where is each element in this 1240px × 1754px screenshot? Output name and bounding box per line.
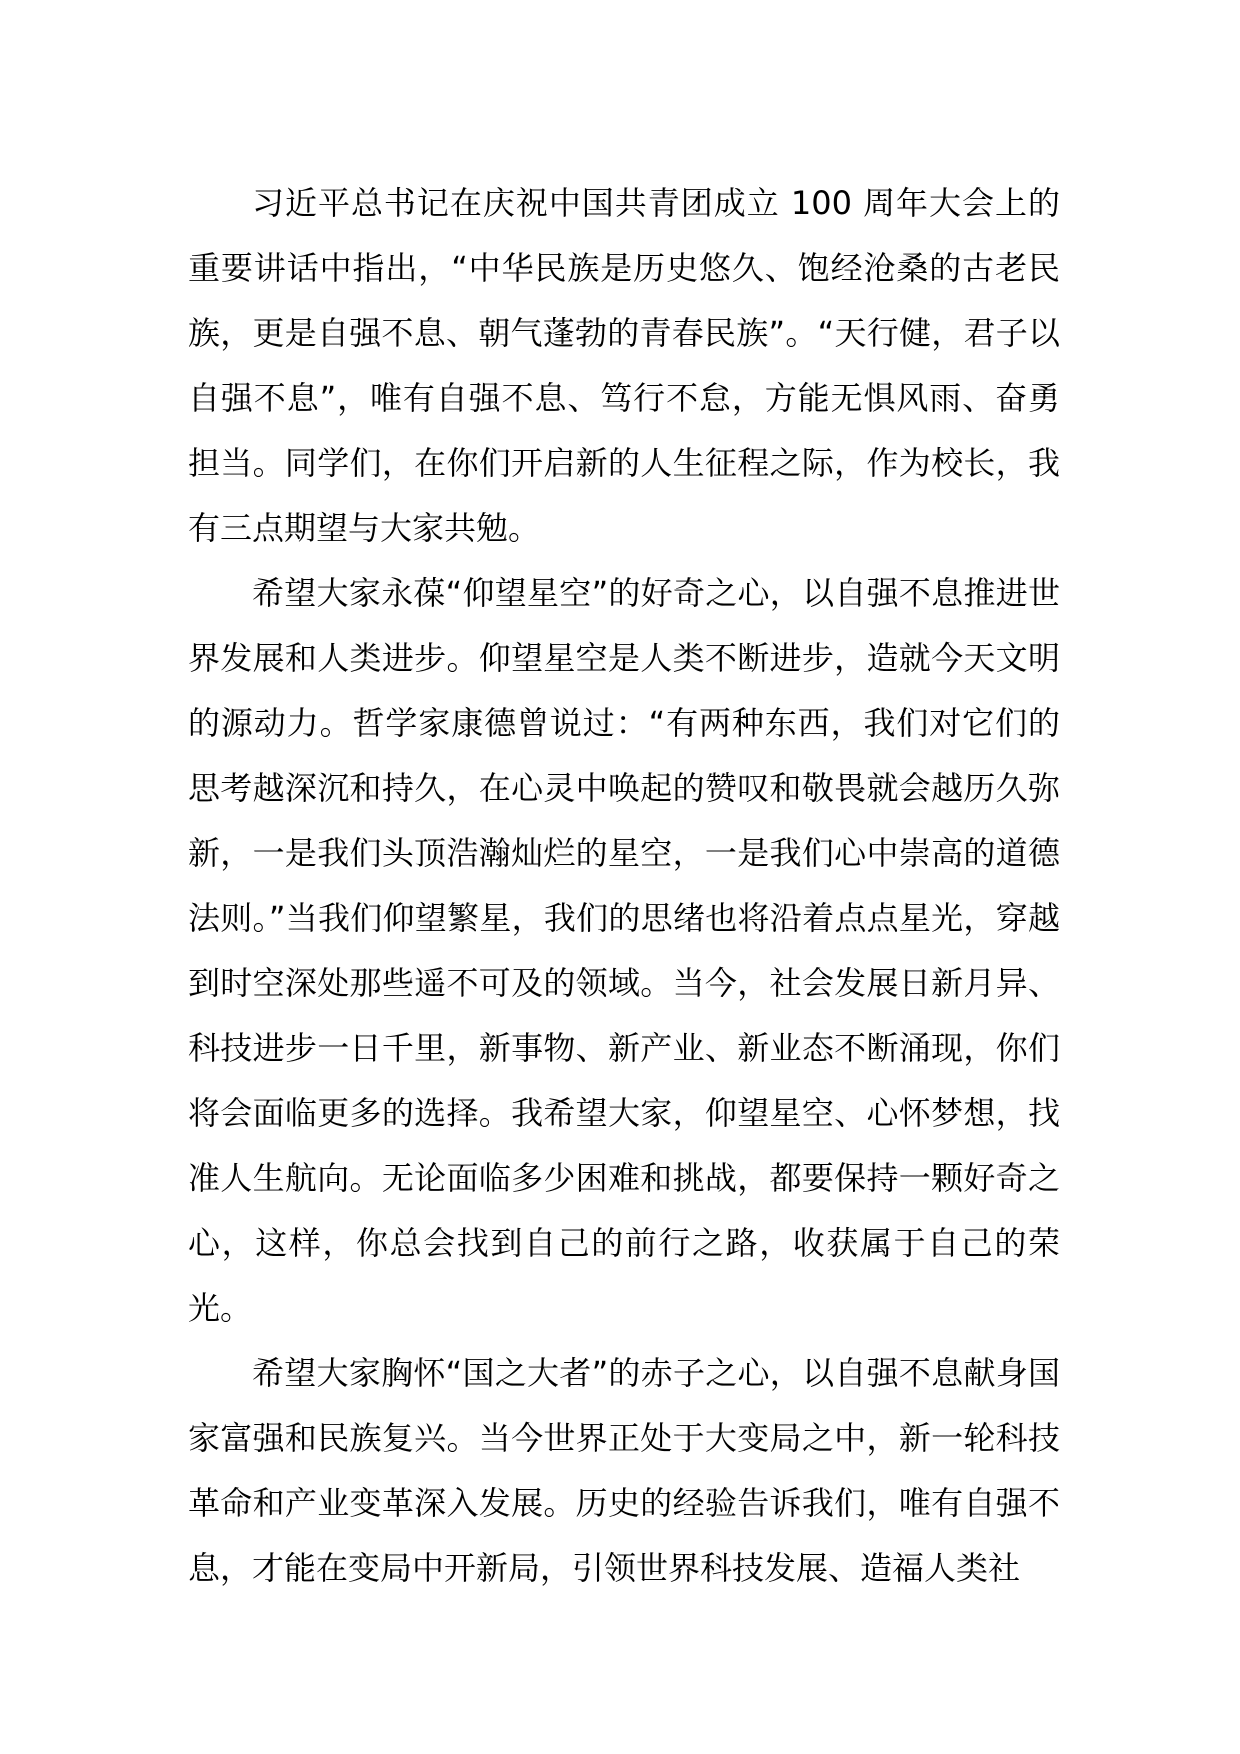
paragraph-intro: 习近平总书记在庆祝中国共青团成立 100 周年大会上的重要讲话中指出，“中华民族是历史悠久、饱经沧桑的古老民族，更是自强不息、朝气蓬勃的青春民族”。“天行健，君子以自强不息”，唯有自强不息、笃行不怠，方能无惧风雨、奋勇担当。同学们，在你们开启新的人生征程之际，作为校长，我有三点期望与大家共勉。 (188, 184, 1060, 547)
paragraph-patriotism: 希望大家胸怀“国之大者”的赤子之心，以自强不息献身国家富强和民族复兴。当今世界正处于大变局之中，新一轮科技革命和产业变革深入发展。历史的经验告诉我们，唯有自强不息，才能在变局中开新局，引领世界科技发展、造福人类社 (188, 1354, 1060, 1587)
paragraph-curiosity: 希望大家永葆“仰望星空”的好奇之心，以自强不息推进世界发展和人类进步。仰望星空是人类不断进步，造就今天文明的源动力。哲学家康德曾说过：“有两种东西，我们对它们的思考越深沉和持久，在心灵中唤起的赞叹和敬畏就会越历久弥新，一是我们头顶浩瀚灿烂的星空，一是我们心中崇高的道德法则。”当我们仰望繁星，我们的思绪也将沿着点点星光，穿越到时空深处那些遥不可及的领域。当今，社会发展日新月异、科技进步一日千里，新事物、新产业、新业态不断涌现，你们将会面临更多的选择。我希望大家，仰望星空、心怀梦想，找准人生航向。无论面临多少困难和挑战，都要保持一颗好奇之心，这样，你总会找到自己的前行之路，收获属于自己的荣光。 (188, 574, 1060, 1327)
document-body (188, 171, 1060, 1601)
